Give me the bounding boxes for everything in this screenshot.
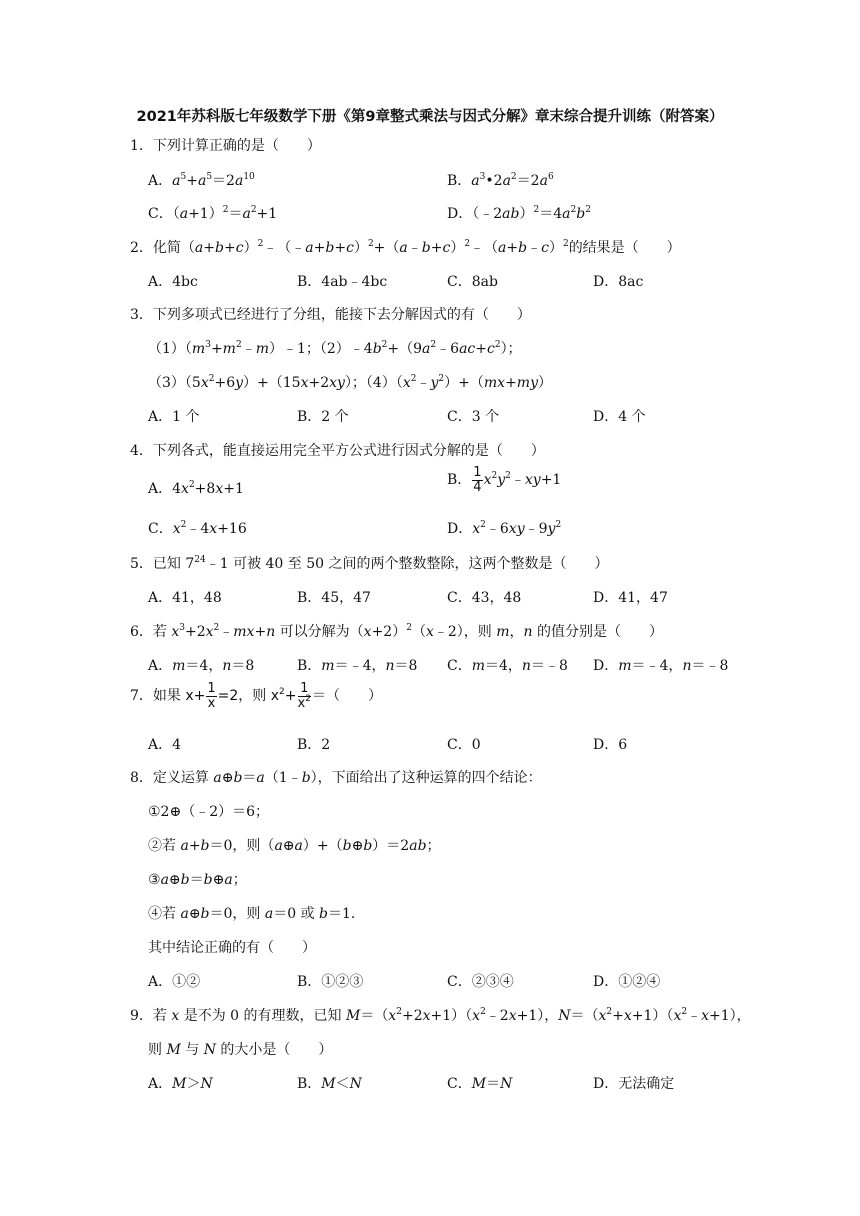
q2-option-c: C．8ab [447, 274, 498, 290]
question-7: 7．如果 x+ $\frac{1}{x}$ =2，则 $x^2+$ $\frac{1}{x^2}$ ＝（ ） [130, 681, 382, 711]
question-8: 8．定义运算 a⊕b＝a（1﹣b），下面给出了这种运算的四个结论： [130, 770, 542, 786]
q9-stem-continued: 则 M 与 N 的大小是（ ） [148, 1042, 333, 1058]
q3-option-a: A．1 个 [148, 409, 200, 425]
q6-option-b: B．m＝﹣4，n＝8 [297, 658, 418, 674]
question-5: 5．已知 $7^{24}﹣1$ 可被 40 至 50 之间的两个整数整除，这两个整数是（ ） [130, 555, 609, 572]
q8-option-c: C．②③④ [447, 974, 514, 990]
q2-option-a: A．4bc [148, 274, 198, 290]
q1-option-d: D．$(﹣2ab)^2=4a^2b^2$ [447, 205, 591, 222]
q5-option-b: B．45，47 [297, 590, 371, 606]
q8-closing: 其中结论正确的有（ ） [148, 940, 316, 956]
q5-option-d: D．41，47 [593, 590, 668, 606]
question-3: 3．下列多项式已经进行了分组，能接下去分解因式的有（ ） [130, 307, 531, 323]
q9-option-c: C．M＝N [447, 1076, 513, 1092]
q6-option-a: A．m＝4，n＝8 [148, 658, 255, 674]
question-6: 6．若 $x^3+2x^2﹣mx+n$ 可以分解为$(x+2)^2(x﹣2)$，则 m，n 的值分别是（ ） [130, 623, 663, 640]
q8-statement-2: ②若 a+b＝0，则（a⊕a）+（b⊕b）＝2ab； [148, 838, 441, 854]
q7-option-a: A．4 [148, 737, 182, 753]
q1-option-c: C．$(a+1)^2=a^2+1$ [148, 205, 278, 222]
q5-option-c: C．43，48 [447, 590, 522, 606]
q9-option-d: D．无法确定 [593, 1076, 675, 1092]
q8-statement-3: ③a⊕b＝b⊕a； [148, 872, 247, 888]
q2-option-b: B．4ab﹣4bc [297, 274, 388, 290]
q1-option-b: B．$a^3•2a^2=2a^6$ [447, 172, 554, 189]
q3-group-3-4: $(3)(5x^2+6y)+(15x+2xy)$；$(4)(x^2﹣y^2)+(mx+my)$ [148, 374, 552, 391]
q8-option-b: B．①②③ [297, 974, 364, 990]
q6-option-d: D．m＝﹣4，n＝﹣8 [593, 658, 729, 674]
q8-statement-1: ①2⊕（﹣2）＝6； [148, 804, 270, 820]
q3-group-1-2: $(1)(m^3+m^2﹣m)﹣1$；$(2)﹣4b^2+(9a^2﹣6ac+c^2)$； [148, 340, 522, 357]
q6-option-c: C．m＝4，n＝﹣8 [447, 658, 568, 674]
question-9: 9．若 x 是不为 0 的有理数，已知 $M=(x^2+2x+1)(x^2﹣2x+1)$，$N=(x^2+x+1)(x^2﹣x+1)$， [130, 1007, 751, 1024]
q3-option-d: D．4 个 [593, 409, 646, 425]
q4-option-d: D．$x^2﹣6xy﹣9y^2$ [447, 520, 562, 537]
q8-option-a: A．①② [148, 974, 201, 990]
q9-option-b: B．M＜N [297, 1076, 362, 1092]
q2-option-d: D．8ac [593, 274, 644, 290]
q4-option-a: A．$4x^2+8x+1$ [148, 480, 244, 497]
q4-option-c: C．$x^2﹣4x+16$ [148, 520, 247, 537]
q9-option-a: A．M＞N [148, 1076, 213, 1092]
q7-option-b: B．2 [297, 737, 331, 753]
q7-option-c: C．0 [447, 737, 481, 753]
question-2: 2．化简$(a+b+c)^2﹣(﹣a+b+c)^2+(a﹣b+c)^2﹣(a+b﹣c)^2$的结果是（ ） [130, 239, 681, 256]
question-1: 1．下列计算正确的是（ ） [130, 138, 321, 154]
q3-option-b: B．2 个 [297, 409, 349, 425]
q4-option-b: B． $\frac{1}{4}$ $x^2y^2﹣xy+1$ [447, 465, 562, 495]
q7-option-d: D．6 [593, 737, 628, 753]
q5-option-a: A．41，48 [148, 590, 222, 606]
q8-option-d: D．①②④ [593, 974, 661, 990]
q3-option-c: C．3 个 [447, 409, 500, 425]
q1-option-a: A．$a^5+a^5=2a^{10}$ [148, 172, 255, 189]
question-4: 4．下列各式，能直接运用完全平方公式进行因式分解的是（ ） [130, 443, 545, 459]
q8-statement-4: ④若 a⊕b＝0，则 a＝0 或 b＝1． [148, 906, 365, 922]
page-title: 2021年苏科版七年级数学下册《第9章整式乘法与因式分解》章末综合提升训练（附答案） [136, 109, 724, 125]
